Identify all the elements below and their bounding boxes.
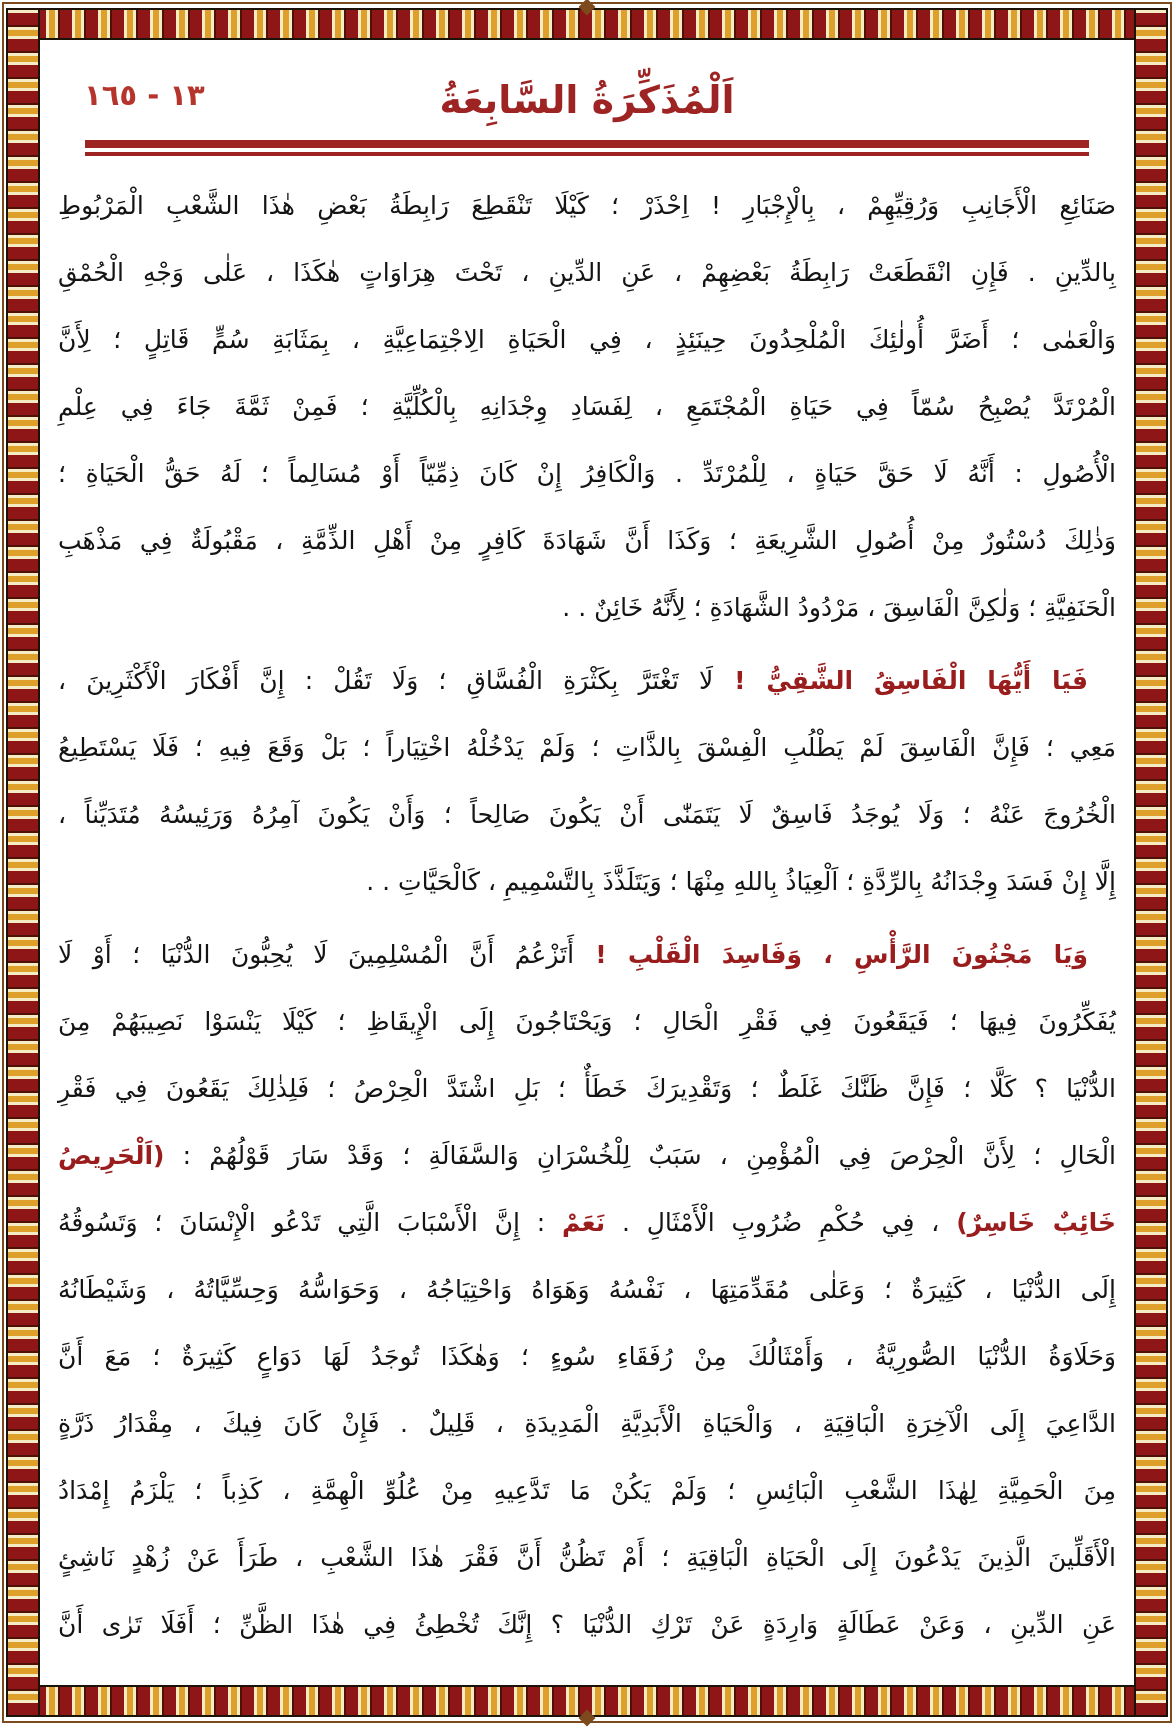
text-line [58,848,1116,915]
text-segment: بِالدِّينِ . فَإِنِ انْقَطَعَتْ رَابِطَةُ بَعْضِهِمْ ، عَنِ الدِّينِ ، تَحْتَ هِرَاوَاتٍ هٰكَذَا ، عَلٰى وَجْهِ الْحُمْقِ [58,258,1116,287]
text-line [58,440,1116,507]
text-segment: مِنَ الْحَمِيَّةِ لِهٰذَا الشَّعْبِ الْبَائِسِ ؛ وَلَمْ يَكُنْ مَا تَدَّعِيهِ مِنْ عُلُوِّ الْهِمَّةِ ، كَذِباً ؛ يَلْزَمُ إِمْدَادُ [58,1476,1116,1505]
page-header [52,50,1122,156]
text-segment: مَعِي ؛ فَإِنَّ الْفَاسِقَ لَمْ يَطْلُبِ الْفِسْقَ بِالذَّاتِ ؛ وَلَمْ يَدْخُلْهُ اخْتِيَاراً ؛ بَلْ وَقَعَ فِيهِ ؛ فَلَا يَسْتَطِيعُ [58,733,1116,762]
text-segment: وَحَلَاوَةُ الدُّنْيَا الصُّورِيَّةُ ، وَأَمْثَالُكَ مِنْ رُفَقَاءِ سُوءٍ ؛ وَهٰكَذَا تُوجَدُ لَهَا دَوَاعٍ كَثِيرَةٌ ؛ مَعَ أَنَّ [58,1342,1116,1371]
text-segment: الدَّاعِيَ إِلَى الْآخِرَةِ الْبَاقِيَةِ ، وَالْحَيَاةِ الْأَبَدِيَّةِ الْمَدِيدَةِ ، قَلِيلٌ . فَإِنْ كَانَ فِيكَ ، مِقْدَارُ ذَرَّةٍ [58,1409,1116,1438]
text-segment: الْمُرْتَدَّ يُصْبِحُ سُمّاً فِي حَيَاةِ الْمُجْتَمَعِ ، لِفَسَادِ وِجْدَانِهِ بِالْكُلِّيَّةِ ؛ فَمِنْ ثَمَّةَ جَاءَ فِي عِلْمِ [58,392,1116,421]
chain-border-right [1134,8,1168,1717]
text-line [58,781,1116,848]
text-line [58,921,1116,988]
text-line [58,1122,1116,1189]
text-segment: وَذٰلِكَ دُسْتُورٌ مِنْ أُصُولِ الشَّرِيعَةِ ؛ وَكَذَا أَنَّ شَهَادَةَ كَافِرٍ مِنْ أَهْلِ الذِّمَّةِ ، مَقْبُولَةٌ فِي مَذْهَبِ [58,526,1116,555]
text-segment: الْحَنَفِيَّةِ ؛ وَلٰكِنَّ الْفَاسِقَ ، مَرْدُودُ الشَّهَادَةِ ؛ لِأَنَّهُ خَائِنٌ . . [562,593,1116,622]
text-segment: إِلَّا إِنْ فَسَدَ وِجْدَانُهُ بِالرِّدَّةِ ؛ اَلْعِيَاذُ بِاللهِ مِنْهَا ؛ وَيَتَلَذَّذَ بِالتَّسْمِيمِ ، كَالْحَيَّاتِ . . [366,867,1116,896]
text-line [58,306,1116,373]
text-line [58,172,1116,239]
text-segment: صَنَائِعِ الْأَجَانِبِ وَرُقِيِّهِمْ ، بِالْإِجْبَارِ ! اِحْذَرْ ؛ كَيْلَا تَنْقَطِعَ رَابِطَةُ بَعْضِ هٰذَا الشَّعْبِ الْمَرْبُوطِ [58,191,1116,220]
red-phrase: فَيَا أَيُّهَا الْفَاسِقُ الشَّقِيُّ ! [713,666,1088,695]
text-segment: لَا تَغْتَرَّ بِكَثْرَةِ الْفُسَّاقِ ؛ وَلَا تَقُلْ : إِنَّ أَفْكَارَ الْأَكْثَرِينَ ، [58,666,714,695]
text-line [58,647,1116,714]
text-line [58,1591,1116,1658]
text-line [58,1390,1116,1457]
text-segment: : إِنَّ الْأَسْبَابَ الَّتِي تَدْعُو الْإِنْسَانَ ؛ وَتَسُوقُهُ [58,1208,563,1237]
text-line [58,507,1116,574]
page-title: اَلْمُذَكِّرَةُ السَّابِعَةُ [439,78,735,122]
text-line [58,373,1116,440]
text-segment: إِلَى الدُّنْيَا ، كَثِيرَةٌ ؛ وَعَلٰى مُقَدِّمَتِهَا ، نَفْسُهُ وَهَوَاهُ وَاحْتِيَاجُهُ ، وَحَوَاسُّهُ وَحِسِّيَّاتُهُ ، وَشَيْطَانُهُ [58,1275,1116,1304]
page-content [52,50,1122,1679]
paragraph [58,172,1116,641]
text-segment: أَتَزْعُمُ أَنَّ الْمُسْلِمِينَ لَا يُحِبُّونَ الدُّنْيَا ؛ أَوْ لَا [58,940,575,969]
page-number: ١٣ - ١٦٥ [84,78,205,112]
text-segment: الْأُصُولِ : أَنَّهُ لَا حَقَّ حَيَاةٍ ، لِلْمُرْتَدِّ . وَالْكَافِرُ إِنْ كَانَ ذِمِّيّاً أَوْ مُسَالِماً ؛ لَهُ حَقُّ الْحَيَاةِ ؛ [58,459,1116,488]
red-phrase: وَيَا مَجْنُونَ الرَّأْسِ ، وَفَاسِدَ الْقَلْبِ ! [574,940,1088,969]
text-segment: الْخُرُوجَ عَنْهُ ؛ وَلَا يُوجَدُ فَاسِقٌ لَا يَتَمَنّٰى أَنْ يَكُونَ صَالِحاً ؛ وَأَنْ يَكُونَ آمِرُهُ وَرَئِيسُهُ مُتَدَيِّناً ، [58,800,1116,829]
text-line [58,1256,1116,1323]
text-line [58,1323,1116,1390]
text-segment: الدُّنْيَا ؟ كَلَّا ؛ فَإِنَّ ظَنَّكَ غَلَطٌ ؛ وَتَقْدِيرَكَ خَطَأٌ ؛ بَلِ اشْتَدَّ الْحِرْصُ ؛ فَلِذٰلِكَ يَقَعُونَ فِي فَقْرِ [58,1074,1116,1103]
title-double-rule [85,140,1089,156]
text-segment: الْأَقَلِّينَ الَّذِينَ يَدْعُونَ إِلَى الْحَيَاةِ الْبَاقِيَةِ ؛ أَمْ تَظُنُّ أَنَّ فَقْرَ هٰذَا الشَّعْبِ ، طَرَأَ عَنْ زُهْدٍ نَاشِئٍ [58,1543,1116,1572]
red-phrase: (اَلْحَرِيصُ [58,1141,165,1170]
paragraph [58,647,1116,915]
chain-border-left [6,8,40,1717]
text-line [58,1055,1116,1122]
text-line [58,239,1116,306]
text-line [58,988,1116,1055]
paragraph [58,921,1116,1658]
text-segment: ، فِي حُكْمِ ضُرُوبِ الْأَمْثَالِ . [605,1208,957,1237]
text-segment: يُفَكِّرُونَ فِيهَا ؛ فَيَقَعُونَ فِي فَقْرِ الْحَالِ ؛ وَيَحْتَاجُونَ إِلَى الْإِيقَاظِ ؛ كَيْلَا يَنْسَوْا نَصِيبَهُمْ مِنَ [58,1007,1116,1036]
text-line [58,1189,1116,1256]
text-line [58,1524,1116,1591]
text-segment: وَالْعَمٰى ؛ أَضَرَّ أُولٰئِكَ الْمُلْحِدُونَ حِينَئِذٍ ، فِي الْحَيَاةِ الِاجْتِمَاعِيَّةِ ، بِمَثَابَةِ سُمٍّ قَاتِلٍ ؛ لِأَنَّ [58,325,1116,354]
red-phrase: خَائِبٌ خَاسِرٌ) [956,1208,1116,1237]
red-phrase: نَعَمْ [562,1208,606,1237]
text-line [58,1457,1116,1524]
text-segment: عَنِ الدِّينِ ، وَعَنْ عَطَالَةٍ وَارِدَةٍ عَنْ تَرْكِ الدُّنْيَا ؟ إِنَّكَ تُخْطِئُ فِي هٰذَا الظَّنِّ ؛ أَفَلَا تَرٰى أَنَّ [58,1610,1116,1639]
text-line [58,574,1116,641]
text-line [58,714,1116,781]
text-segment: الْحَالِ ؛ لِأَنَّ الْحِرْصَ فِي الْمُؤْمِنِ ، سَبَبٌ لِلْخُسْرَانِ وَالسَّفَالَةِ ؛ وَقَدْ سَارَ قَوْلُهُمْ : [164,1141,1116,1170]
body-text [58,172,1116,1658]
